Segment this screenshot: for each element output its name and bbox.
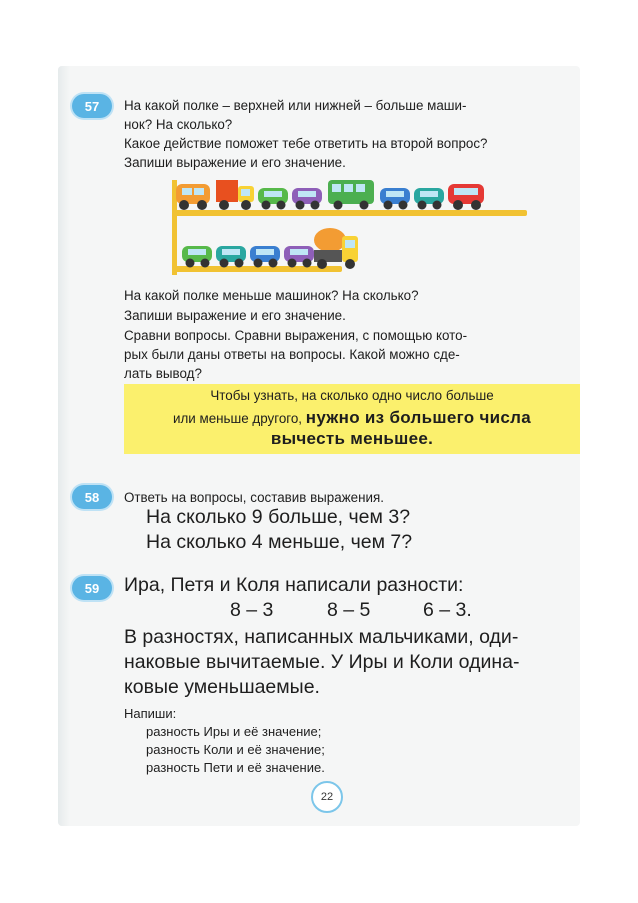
exercise-59-line-2: В разностях, написанных мальчиками, оди- xyxy=(124,626,519,648)
car-blue-icon xyxy=(250,246,280,268)
exercise-59-task-1: разность Иры и её значение; xyxy=(146,724,322,739)
car-blue-icon xyxy=(380,188,410,210)
difference-kolya: 6 – 3. xyxy=(423,599,472,621)
exercise-57-badge: 57 xyxy=(72,94,112,118)
rule-plain-text: или меньше другого, xyxy=(173,411,303,426)
toy-car-shelf-illustration xyxy=(172,170,527,280)
exercise-59-task-2: разность Коли и её значение; xyxy=(146,742,325,757)
cement-truck-icon xyxy=(314,228,358,269)
difference-petya: 8 – 5 xyxy=(327,599,371,621)
car-teal-icon xyxy=(414,188,444,210)
page-spine xyxy=(58,66,70,826)
text-line: рых были даны ответы на вопросы. Какой можно сде- xyxy=(124,347,460,362)
exercise-57-question-6 xyxy=(124,326,586,383)
exercise-59-write-label: Напиши: xyxy=(124,706,177,721)
car-purple-icon xyxy=(284,246,314,268)
text-line: лать вывод? xyxy=(124,366,202,381)
rule-bold-text: нужно из большего числа xyxy=(305,408,531,427)
car-red-icon xyxy=(448,184,484,210)
exercise-57-question-4: На какой полке меньше машинок? На сколько? xyxy=(124,288,419,303)
exercise-57-question-5: Запиши выражение и его значение. xyxy=(124,308,346,323)
rule-highlight-box xyxy=(124,384,580,454)
rule-line-2 xyxy=(124,408,580,428)
exercise-58-intro: Ответь на вопросы, составив выражения. xyxy=(124,490,384,505)
exercise-57-question-1 xyxy=(124,96,586,134)
rule-line-1: Чтобы узнать, на сколько одно число больше xyxy=(210,388,494,403)
exercise-59-line-1: Ира, Петя и Коля написали разности: xyxy=(124,574,464,596)
bus-green-icon xyxy=(328,180,374,210)
rule-bold-text: вычесть меньшее. xyxy=(270,429,434,448)
page-number: 22 xyxy=(311,781,343,813)
car-green-icon xyxy=(182,246,212,268)
exercise-58-badge: 58 xyxy=(72,485,112,509)
exercise-59-line-3: наковые вычитаемые. У Иры и Коли одина- xyxy=(124,651,520,673)
car-orange-icon xyxy=(176,184,210,210)
vehicles-svg xyxy=(172,170,527,280)
car-green-icon xyxy=(258,188,288,210)
car-purple-icon xyxy=(292,188,322,210)
text-line: Сравни вопросы. Сравни выражения, с помощью кото- xyxy=(124,328,468,343)
exercise-57-question-2: Какое действие поможет тебе ответить на второй вопрос? xyxy=(124,136,488,151)
difference-ira: 8 – 3 xyxy=(230,599,274,621)
text-line: На какой полке – верхней или нижней – больше маши- xyxy=(124,98,467,113)
exercise-59-task-3: разность Пети и её значение. xyxy=(146,760,325,775)
exercise-58-question-1: На сколько 9 больше, чем 3? xyxy=(146,506,411,528)
text-line: нок? На сколько? xyxy=(124,117,233,132)
exercise-58-question-2: На сколько 4 меньше, чем 7? xyxy=(146,531,413,553)
exercise-59-line-4: ковые уменьшаемые. xyxy=(124,676,320,698)
car-teal-icon xyxy=(216,246,246,268)
exercise-57-question-3: Запиши выражение и его значение. xyxy=(124,155,346,170)
rule-line-3 xyxy=(124,429,580,449)
exercise-59-badge: 59 xyxy=(72,576,112,600)
dump-truck-icon xyxy=(216,180,254,210)
